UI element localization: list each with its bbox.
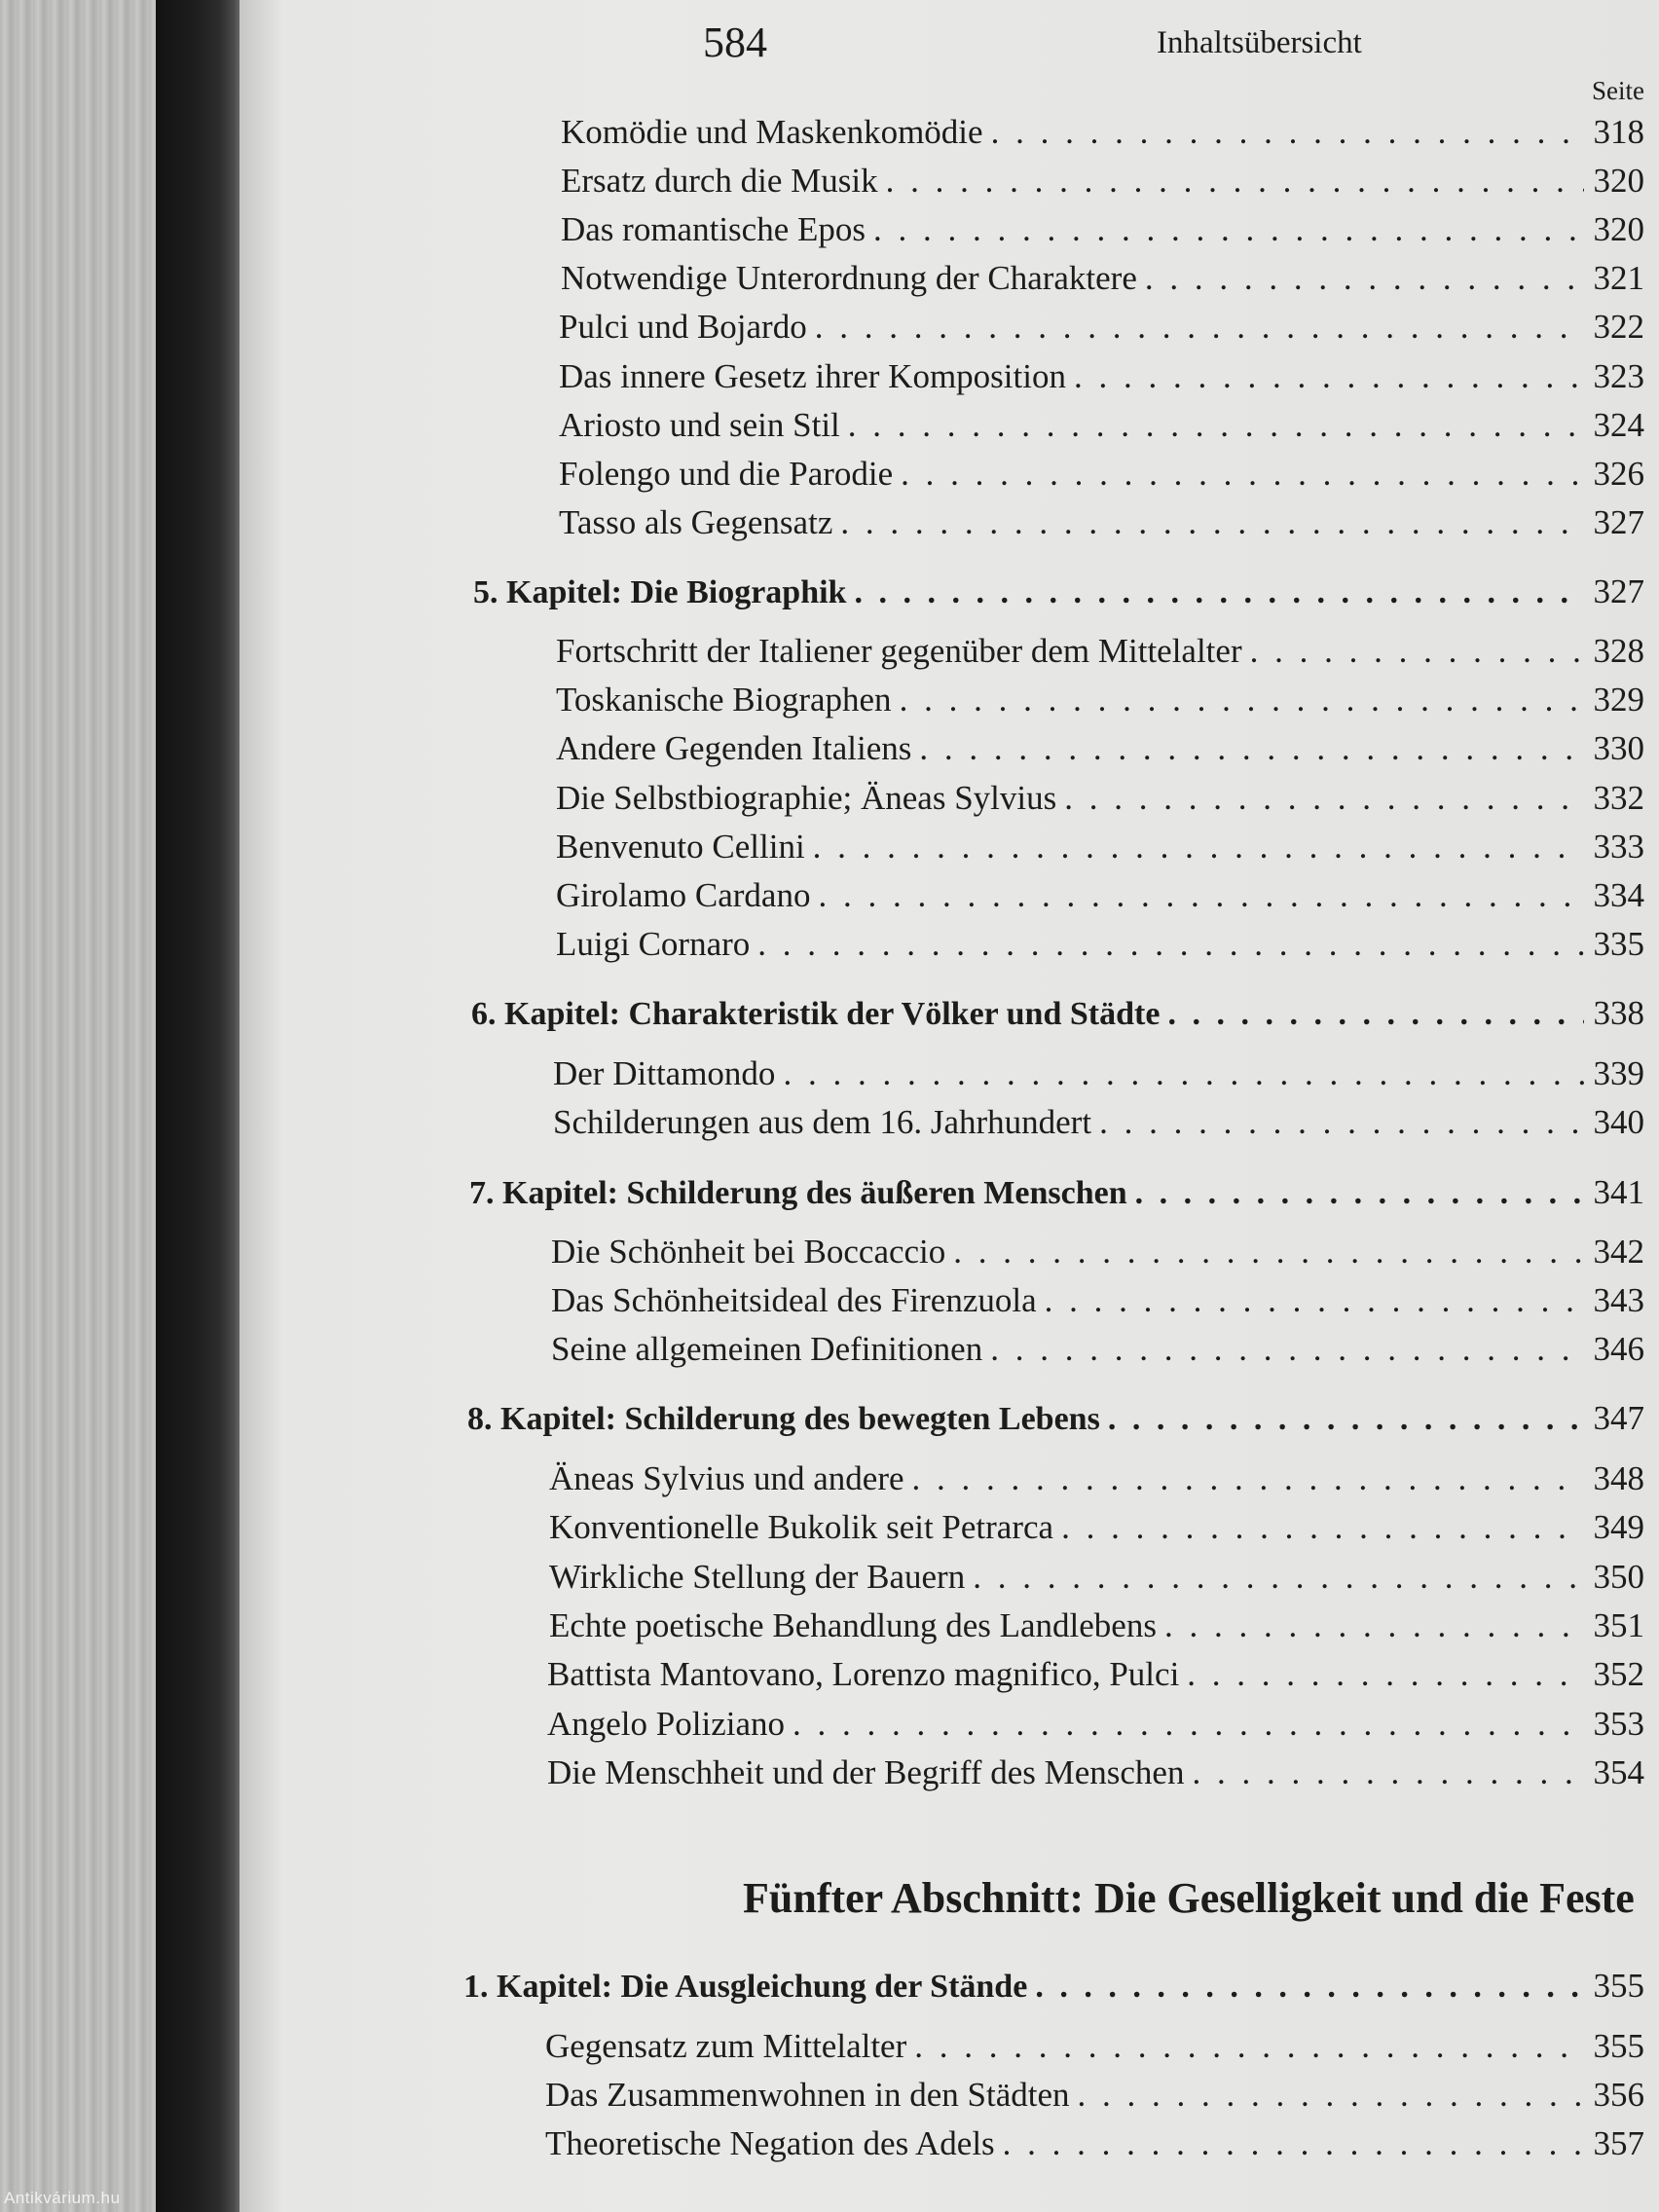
toc-entry: Das Schönheitsideal des Firenzuola . . . 343 — [551, 1278, 1644, 1323]
toc-entry: Andere Gegenden Italiens . . . 330 — [556, 726, 1644, 771]
toc-entry: Luigi Cornaro . . . 335 — [556, 922, 1644, 967]
chapter-heading: 5. Kapitel: Die Biographik . . . 327 — [473, 570, 1644, 614]
chapter-heading: 8. Kapitel: Schilderung des bewegten Lebens . . . 347 — [467, 1396, 1644, 1441]
toc-entry: Das innere Gesetz ihrer Komposition . . . 323 — [559, 354, 1644, 399]
toc-entry: Benvenuto Cellini . . . 333 — [556, 825, 1644, 869]
toc-entry: Pulci und Bojardo . . . 322 — [559, 305, 1644, 350]
toc-entry: Komödie und Maskenkomödie . . . 318 — [561, 110, 1644, 155]
toc-entry: Tasso als Gegensatz . . . 327 — [559, 500, 1644, 545]
toc-entry: Der Dittamondo . . . 339 — [553, 1051, 1644, 1096]
book-page — [240, 0, 1659, 2212]
toc-entry: Das romantische Epos . . . 320 — [561, 207, 1644, 252]
toc-entry: Die Selbstbiographie; Äneas Sylvius . . . 332 — [556, 776, 1644, 821]
toc-entry: Schilderungen aus dem 16. Jahrhundert . . . 340 — [553, 1100, 1644, 1145]
toc-entry: Äneas Sylvius und andere . . . 348 — [549, 1456, 1644, 1501]
background-surface — [0, 0, 161, 2212]
page-number: 584 — [703, 18, 767, 66]
watermark: Antikvárium.hu — [4, 2189, 121, 2207]
toc-entry: Echte poetische Behandlung des Landlebens . . . 351 — [549, 1604, 1644, 1648]
toc-entry: Angelo Poliziano . . . 353 — [547, 1702, 1644, 1747]
book-spine — [156, 0, 241, 2212]
page-column-label: Seite — [1592, 76, 1644, 105]
toc-entry: Ariosto und sein Stil . . . 324 — [559, 403, 1644, 448]
toc-entry: Toskanische Biographen . . . 329 — [556, 678, 1644, 722]
toc-entry: Wirkliche Stellung der Bauern . . . 350 — [549, 1555, 1644, 1600]
toc-entry: Folengo und die Parodie . . . 326 — [559, 452, 1644, 497]
toc-entry: Notwendige Unterordnung der Charaktere . . . 321 — [561, 256, 1644, 301]
chapter-heading: 1. Kapitel: Die Ausgleichung der Stände . . . 355 — [463, 1964, 1644, 2009]
toc-entry: Die Menschheit und der Begriff des Menschen . . . 354 — [547, 1751, 1644, 1795]
toc-entry: Battista Mantovano, Lorenzo magnifico, Pulci . . . 352 — [547, 1652, 1644, 1697]
section-heading: Fünfter Abschnitt: Die Geselligkeit und die Feste — [743, 1874, 1635, 1922]
toc-entry: Das Zusammenwohnen in den Städten . . . 356 — [545, 2073, 1644, 2118]
toc-entry: Theoretische Negation des Adels . . . 357 — [545, 2121, 1644, 2166]
toc-entry: Gegensatz zum Mittelalter . . . 355 — [545, 2024, 1644, 2069]
running-title: Inhaltsübersicht — [1157, 25, 1362, 60]
toc-entry: Die Schönheit bei Boccaccio . . . 342 — [551, 1230, 1644, 1274]
toc-entry: Girolamo Cardano . . . 334 — [556, 873, 1644, 918]
chapter-heading: 6. Kapitel: Charakteristik der Völker und Städte . . . 338 — [471, 991, 1644, 1036]
toc-entry: Fortschritt der Italiener gegenüber dem Mittelalter . . . 328 — [556, 629, 1644, 674]
toc-entry: Konventionelle Bukolik seit Petrarca . . . 349 — [549, 1505, 1644, 1550]
toc-entry: Ersatz durch die Musik . . . 320 — [561, 159, 1644, 203]
toc-entry: Seine allgemeinen Definitionen . . . 346 — [551, 1327, 1644, 1372]
chapter-heading: 7. Kapitel: Schilderung des äußeren Menschen . . . 341 — [469, 1170, 1644, 1215]
